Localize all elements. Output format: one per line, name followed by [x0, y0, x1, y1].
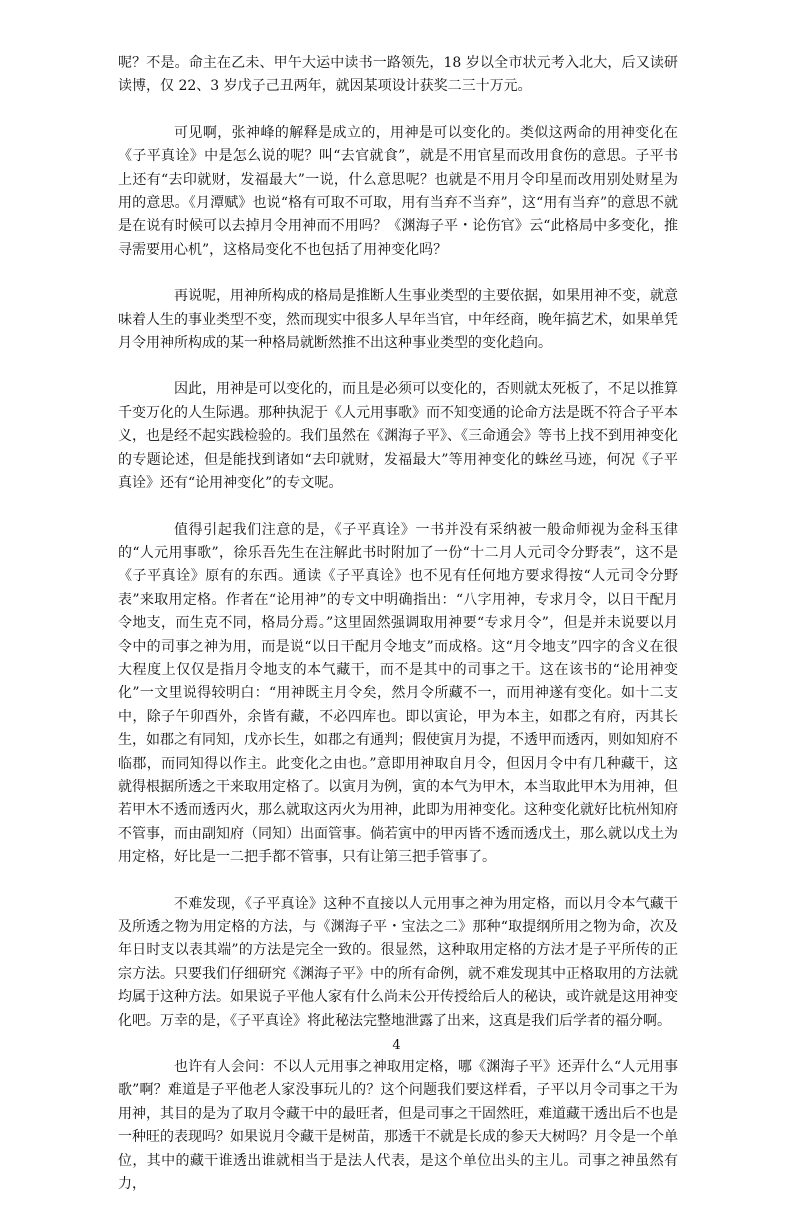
paragraph-5: 值得引起我们注意的是，《子平真诠》一书并没有采纳被一般命师视为金科玉律的“人元用事歌”，徐乐吾先生在注解此书时附加了一份“十二月人元司令分野表”，这不是《子平真诠》原有的东西。通读《子平真诠》也不见有任何地方要求得按“人元司令分野表”来取用定格。作者在“论用神”的专文中明确指出：“八字用神，专求月令，以日干配月令地支，而生克不同，格局分焉。”这里固然强调取用神要“专求月令”，但是并未说要以月令中的司事之神为用，而是说“以日干配月令地支”而成格。这“月令地支”四字的含义在很大程度上仅仅是指月令地支的本气藏干，而不是其中的司事之干。这在该书的“论用神变化”一文里说得较明白：“用神既主月令矣，然月令所藏不一，而用神遂有变化。如十二支中，除子午卯酉外，余皆有藏，不必四库也。即以寅论，甲为本主，如郡之有府，丙其长生，如郡之有同知，戊亦长生，如郡之有通判；假使寅月为提，不透甲而透丙，则如知府不临郡，而同知得以作主。此变化之由也。”意即用神取自月令，但因月令中有几种藏干，这就得根据所透之干来取用定格了。以寅月为例，寅的本气为甲木，本当取此甲木为用神，但若甲木不透而透丙火，那么就取这丙火为用神，此即为用神变化。这种变化就好比杭州知府不管事，而由副知府（同知）出面管事。倘若寅中的甲丙皆不透而透戊土，那么就以戊土为用定格，好比是一二把手都不管事，只有让第三把手管事了。 — [118, 521, 678, 866]
paragraph-4: 因此，用神是可以变化的，而且是必须可以变化的，否则就太死板了，不足以推算千变万化的人生际遇。那种执泥于《人元用事歌》而不知变通的论命方法是既不符合子平本义，也是经不起实践检验的。我们虽然在《渊海子平》、《三命通会》等书上找不到用神变化的专题论述，但是能找到诸如“去印就财，发福最大”等用神变化的蛛丝马迹，何况《子平真诠》还有“论用神变化”的专文呢。 — [118, 381, 678, 492]
paragraph-3: 再说呢，用神所构成的格局是推断人生事业类型的主要依据，如果用神不变，就意味着人生的事业类型不变，然而现实中很多人早年当官，中年经商，晚年搞艺术，如果单凭月令用神所构成的某一种格局就断然推不出这种事业类型的变化趋向。 — [118, 288, 678, 352]
paragraph-1: 呢？不是。命主在乙未、甲午大运中读书一路领先，18 岁以全市状元考入北大，后又读研读博，仅 22、3 岁戊子己丑两年，就因某项设计获奖二三十万元。 — [118, 55, 678, 95]
paragraph-7: 也许有人会问：不以人元用事之神取用定格，哪《渊海子平》还弄什么“人元用事歌”啊？难道是子平他老人家没事玩儿的？这个问题我们要这样看，子平以月令司事之干为用神，其目的是为了取月令藏干中的最旺者，但是司事之干固然旺，难道藏干透出后不也是一种旺的表现吗？如果说月令藏干是树苗，那透干不就是长成的参天大树吗？月令是一个单位，其中的藏干谁透出谁就相当于是法人代表，是这个单位出头的主儿。司事之神虽然有力， — [118, 1059, 678, 1193]
paragraph-2: 可见啊，张神峰的解释是成立的，用神是可以变化的。类似这两命的用神变化在《子平真诠》中是怎么说的呢？叫“去官就食”，就是不用官星而改用食伤的意思。子平书上还有“去印就财，发福最大”一说，什么意思呢？也就是不用月令印星而改用别处财星为用的意思。《月潭赋》也说“格有可取不可取，用有当弃不当弃”，这“用有当弃”的意思不就是在说有时候可以去掉月令用神而不用吗？《渊海子平・论伤官》云“此格局中多变化，推寻需要用心机”，这格局变化不也包括了用神变化吗？ — [118, 124, 678, 258]
page-number: 4 — [392, 1038, 401, 1053]
paragraph-6: 不难发现，《子平真诠》这种不直接以人元用事之神为用定格，而以月令本气藏干及所透之物为用定格的方法，与《渊海子平・宝法之二》那种“取提纲所用之物为命，次及年日时支以表其端”的方法是完全一致的。很显然，这种取用定格的方法才是子平所传的正宗方法。只要我们仔细研究《渊海子平》中的所有命例，就不难发现其中正格取用的方法就均属于这种方法。如果说子平他人家有什么尚未公开传授给后人的秘诀，或许就是这用神变化吧。万幸的是，《子平真诠》将此秘法完整地泄露了出来，这真是我们后学者的福分啊。 — [118, 895, 678, 1029]
